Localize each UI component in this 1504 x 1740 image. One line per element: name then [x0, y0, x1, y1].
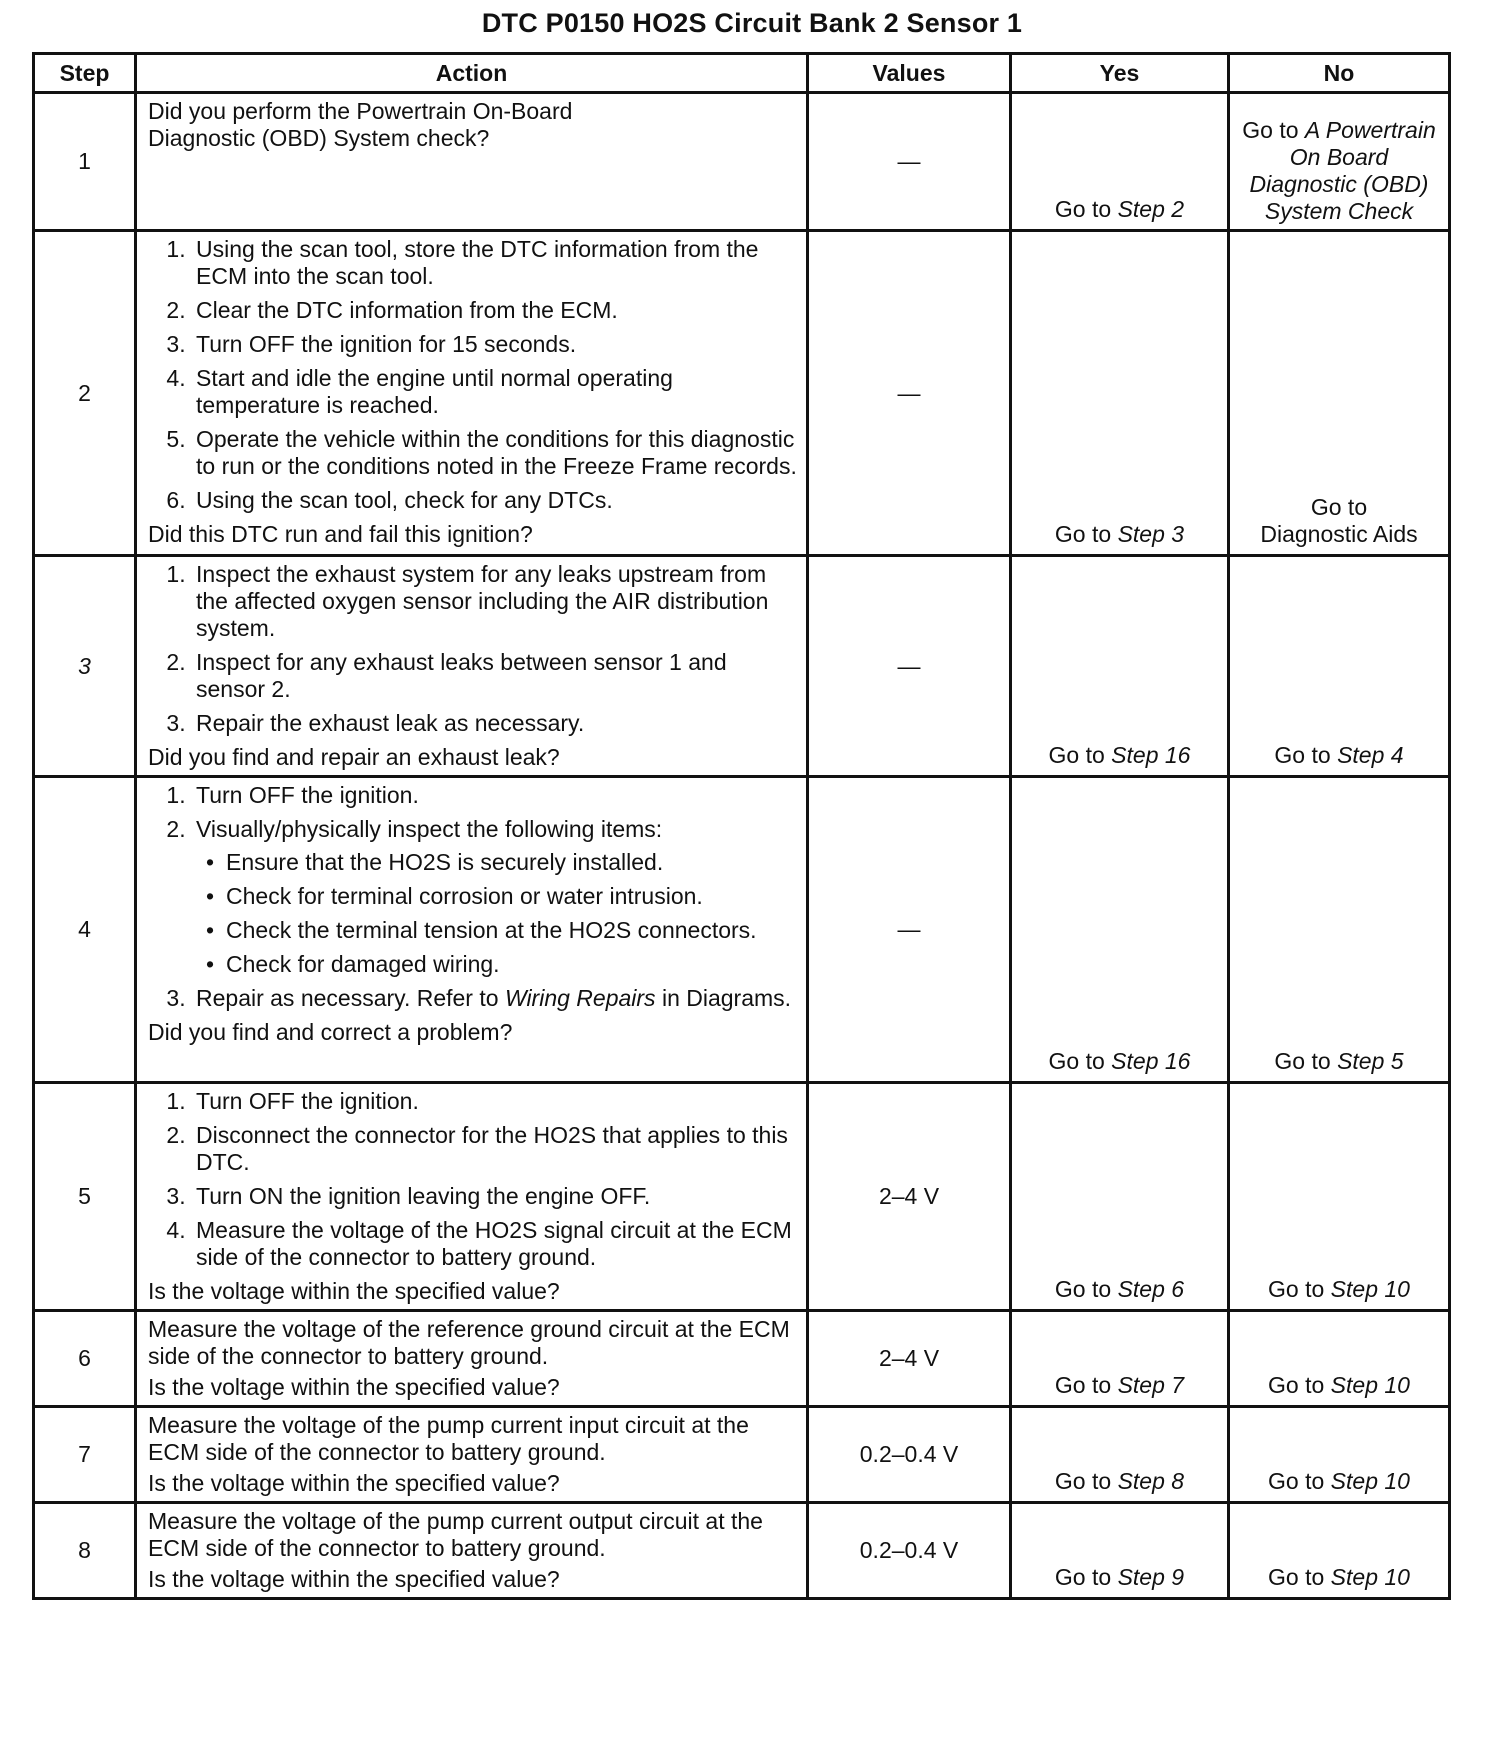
- step-number: 8: [34, 1503, 136, 1599]
- no-step-link[interactable]: Step 10: [1330, 1276, 1410, 1302]
- action-cell: [136, 1407, 808, 1503]
- no-cell: [1229, 1503, 1450, 1599]
- action-list-item: 1. Turn OFF the ignition.: [192, 1088, 800, 1115]
- action-cell: [136, 777, 808, 1083]
- table-row-step-8: [34, 1503, 1450, 1599]
- yes-prefix: Go to: [1048, 1048, 1112, 1074]
- action-text: Measure the voltage of the pump current output circuit at the ECM side of the connector to battery ground.: [148, 1508, 763, 1561]
- yes-cell: [1011, 1083, 1229, 1311]
- yes-step-link[interactable]: Step 3: [1117, 521, 1185, 547]
- no-cell: [1229, 231, 1450, 556]
- action-question: Did this DTC run and fail this ignition?: [148, 521, 533, 547]
- value-cell: —: [808, 556, 1011, 777]
- action-cell: [136, 1083, 808, 1311]
- yes-cell: [1011, 777, 1229, 1083]
- action-list-item: 3. Turn ON the ignition leaving the engine OFF.: [192, 1183, 800, 1210]
- action-text: Measure the voltage of the pump current input circuit at the ECM side of the connector to battery ground.: [148, 1412, 749, 1465]
- header-no: No: [1229, 54, 1450, 93]
- no-cell: [1229, 1407, 1450, 1503]
- yes-prefix: Go to: [1054, 1372, 1118, 1398]
- yes-cell: [1011, 1311, 1229, 1407]
- header-action: Action: [136, 54, 808, 93]
- header-step: Step: [34, 54, 136, 93]
- action-list-item: 2. Clear the DTC information from the ECM.: [192, 297, 800, 324]
- action-question: Is the voltage within the specified value?: [148, 1278, 560, 1304]
- no-cell: [1229, 777, 1450, 1083]
- yes-prefix: Go to: [1054, 521, 1118, 547]
- no-prefix: Go to: [1268, 1564, 1331, 1590]
- yes-step-link[interactable]: Step 8: [1117, 1468, 1185, 1494]
- action-question: Is the voltage within the specified value?: [148, 1374, 560, 1400]
- no-cell: [1229, 1083, 1450, 1311]
- no-step-link[interactable]: Step 4: [1337, 742, 1404, 768]
- action-list: [148, 782, 800, 1012]
- step-number: 3: [34, 556, 136, 777]
- bullet-item: • Ensure that the HO2S is securely installed.: [226, 849, 800, 876]
- yes-step-link[interactable]: Step 2: [1117, 196, 1185, 222]
- table-row-step-6: [34, 1311, 1450, 1407]
- yes-prefix: Go to: [1048, 742, 1112, 768]
- yes-cell: [1011, 231, 1229, 556]
- table-row-step-7: [34, 1407, 1450, 1503]
- no-step-link[interactable]: Step 10: [1330, 1372, 1410, 1398]
- action-list-item: 1. Using the scan tool, store the DTC information from the ECM into the scan tool.: [192, 236, 800, 290]
- action-list-item: 2. Disconnect the connector for the HO2S that applies to this DTC.: [192, 1122, 800, 1176]
- action-text: Measure the voltage of the reference ground circuit at the ECM side of the connector to battery ground.: [148, 1316, 790, 1369]
- step-number: 5: [34, 1083, 136, 1311]
- action-list-item: 1. Inspect the exhaust system for any leaks upstream from the affected oxygen sensor including the AIR distribution system.: [192, 561, 800, 642]
- action-question: Did you find and correct a problem?: [148, 1019, 513, 1045]
- yes-prefix: Go to: [1054, 196, 1118, 222]
- header-values: Values: [808, 54, 1011, 93]
- action-list-item: 2. Inspect for any exhaust leaks between sensor 1 and sensor 2.: [192, 649, 800, 703]
- no-cell: [1229, 1311, 1450, 1407]
- no-cell: [1229, 93, 1450, 231]
- table-header-row: [34, 54, 1450, 93]
- value-cell: —: [808, 93, 1011, 231]
- step-number: 4: [34, 777, 136, 1083]
- step-number: 1: [34, 93, 136, 231]
- yes-cell: [1011, 1407, 1229, 1503]
- no-prefix: Go to: [1268, 1468, 1331, 1494]
- table-row-step-1: [34, 93, 1450, 231]
- action-list: [148, 561, 800, 737]
- action-list-item: 4. Measure the voltage of the HO2S signal circuit at the ECM side of the connector to battery ground.: [192, 1217, 800, 1271]
- table-row-step-4: [34, 777, 1450, 1083]
- yes-cell: [1011, 556, 1229, 777]
- no-prefix: Go to: [1274, 1048, 1338, 1074]
- header-yes: Yes: [1011, 54, 1229, 93]
- action-question: Did you find and repair an exhaust leak?: [148, 744, 560, 770]
- bullet-item: • Check for terminal corrosion or water intrusion.: [226, 883, 800, 910]
- value-cell: —: [808, 777, 1011, 1083]
- action-cell: [136, 93, 808, 231]
- yes-step-link[interactable]: Step 16: [1111, 742, 1191, 768]
- action-list-item: 6. Using the scan tool, check for any DTCs.: [192, 487, 800, 514]
- step-number: 7: [34, 1407, 136, 1503]
- table-row-step-5: [34, 1083, 1450, 1311]
- yes-step-link[interactable]: Step 7: [1117, 1372, 1185, 1398]
- action-cell: [136, 1311, 808, 1407]
- yes-prefix: Go to: [1054, 1564, 1118, 1590]
- no-step-link[interactable]: Step 10: [1330, 1468, 1410, 1494]
- value-cell: 2–4 V: [808, 1083, 1011, 1311]
- action-cell: [136, 1503, 808, 1599]
- no-step-link[interactable]: A Powertrain On Board Diagnostic (OBD) System Check: [1249, 117, 1436, 224]
- action-list-item: 1. Turn OFF the ignition.: [192, 782, 800, 809]
- yes-step-link[interactable]: Step 9: [1117, 1564, 1185, 1590]
- step-number: 2: [34, 231, 136, 556]
- action-list-item: 3. Turn OFF the ignition for 15 seconds.: [192, 331, 800, 358]
- no-cell: [1229, 556, 1450, 777]
- diagnostic-table: [32, 52, 1451, 1600]
- page-title: DTC P0150 HO2S Circuit Bank 2 Sensor 1: [481, 8, 1023, 38]
- bullet-item: • Check the terminal tension at the HO2S connectors.: [226, 917, 800, 944]
- yes-prefix: Go to: [1054, 1276, 1118, 1302]
- yes-prefix: Go to: [1054, 1468, 1118, 1494]
- yes-step-link[interactable]: Step 16: [1111, 1048, 1191, 1074]
- value-cell: 0.2–0.4 V: [808, 1407, 1011, 1503]
- no-prefix: Go to: [1268, 1276, 1331, 1302]
- action-text: Did you perform the Powertrain On-Board Diagnostic (OBD) System check?: [148, 98, 573, 151]
- inspection-bullets: [196, 849, 800, 978]
- action-list-item-text: Visually/physically inspect the following items:: [196, 816, 663, 842]
- action-text: in Diagrams.: [655, 985, 792, 1011]
- yes-cell: [1011, 1503, 1229, 1599]
- table-row-step-2: [34, 231, 1450, 556]
- action-question: Is the voltage within the specified value?: [148, 1566, 560, 1592]
- action-list-item: 3. Repair the exhaust leak as necessary.: [192, 710, 800, 737]
- no-prefix: Go to: [1242, 117, 1305, 143]
- no-prefix: Go to: [1268, 1372, 1331, 1398]
- yes-step-link[interactable]: Step 6: [1117, 1276, 1185, 1302]
- no-step-link[interactable]: Step 10: [1330, 1564, 1410, 1590]
- table-row-step-3: [34, 556, 1450, 777]
- no-prefix: Go to: [1274, 742, 1338, 768]
- value-cell: —: [808, 231, 1011, 556]
- step-number: 6: [34, 1311, 136, 1407]
- action-question: Is the voltage within the specified value?: [148, 1470, 560, 1496]
- action-list-item: 4. Start and idle the engine until normal operating temperature is reached.: [192, 365, 800, 419]
- action-list-item: [192, 985, 800, 1012]
- no-link[interactable]: Go to Diagnostic Aids: [1260, 494, 1418, 547]
- action-list: [148, 1088, 800, 1271]
- action-list-item: 5. Operate the vehicle within the conditions for this diagnostic to run or the conditions noted in the Freeze Frame records.: [192, 426, 800, 480]
- action-text: Repair as necessary. Refer to: [196, 985, 505, 1011]
- action-list-item: [192, 816, 800, 978]
- action-cell: [136, 556, 808, 777]
- action-cell: [136, 231, 808, 556]
- value-cell: 0.2–0.4 V: [808, 1503, 1011, 1599]
- no-step-link[interactable]: Step 5: [1337, 1048, 1404, 1074]
- yes-cell: [1011, 93, 1229, 231]
- action-list: [148, 236, 800, 514]
- wiring-repairs-link[interactable]: Wiring Repairs: [504, 985, 656, 1011]
- value-cell: 2–4 V: [808, 1311, 1011, 1407]
- bullet-item: • Check for damaged wiring.: [226, 951, 800, 978]
